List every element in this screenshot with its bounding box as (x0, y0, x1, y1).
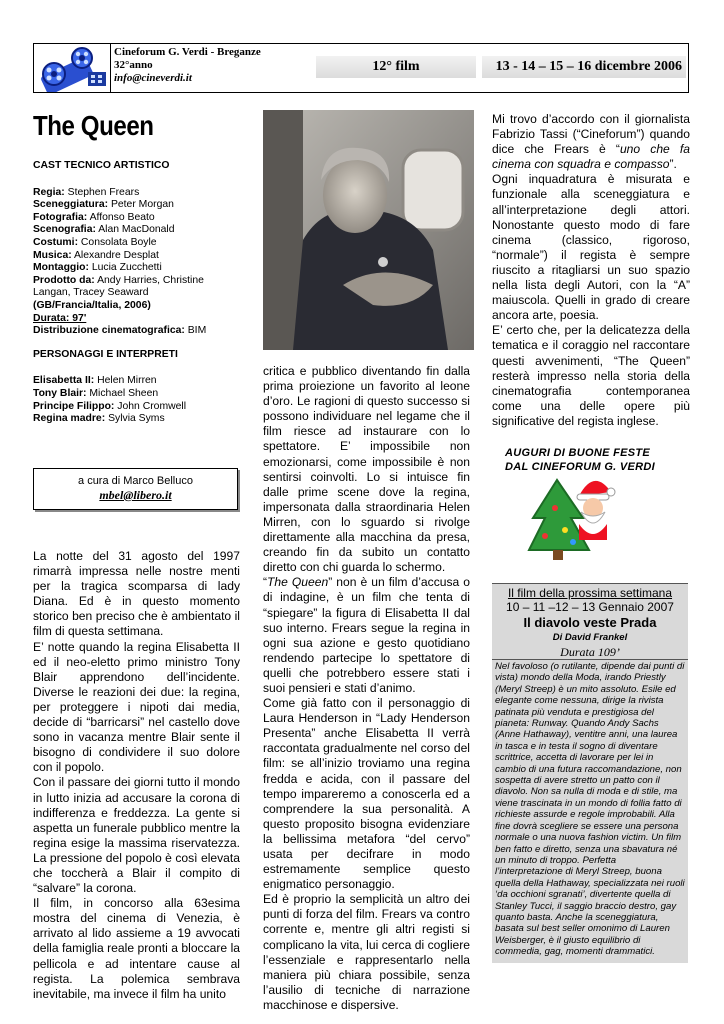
article-paragraph: Il film, in concorso alla 63esima mostra del cinema di Venezia, è arrivato al lido assieme a 19 avvocati della famiglia reale pronti a bloccare la pellicola e ad intentare cause al regista. La polemica sembrava inevitabile, ma invece il film ha unito (33, 896, 240, 1001)
article-paragraph: Con il passare dei giorni tutto il mondo in lutto inizia ad accusare la corona di indifferenza e freddezza. La gente si aspetta un funerale pubblico mentre la regina esige la massima riservatezza. La pressione del popolo è così elevata che toccherà a Blair il compito di “salvare” la corona. (33, 775, 240, 896)
article-column-3 (492, 112, 690, 429)
distribution-value: BIM (184, 325, 207, 337)
character-row: Tony Blair: Michael Sheen (33, 387, 159, 399)
cast-heading: CAST TECNICO ARTISTICO (33, 160, 170, 171)
screening-dates: 13 - 14 – 15 – 16 dicembre 2006 (482, 56, 686, 78)
character-row: Principe Filippo: John Cromwell (33, 400, 187, 412)
quote-italic: uno che fa cinema con squadra e compasso (492, 142, 690, 172)
divider (492, 583, 688, 584)
film-reel-icon (34, 44, 110, 92)
next-film-dates: 10 – 11 –12 – 13 Gennaio 2007 (506, 600, 674, 614)
article-column-2 (263, 364, 470, 1013)
org-town: - Breganze (207, 46, 261, 58)
article-paragraph: Mi trovo d’accordo con il giornalista Fabrizio Tassi (“Cineforum”) quando dice che Frears è “uno che fa cinema con squadra e compasso”. (492, 112, 690, 172)
character-row: Elisabetta II: Helen Mirren (33, 375, 157, 387)
cast-row: Prodotto da: Andy Harries, Christine Langan, Tracey Seaward (33, 274, 204, 299)
page-header (33, 43, 689, 93)
film-origin: (GB/Francia/Italia, 2006) (33, 299, 151, 311)
cineforum-logo (34, 44, 111, 92)
cast-row: Musica: Alexandre Desplat (33, 249, 159, 261)
greeting-line-2: DAL CINEFORUM G. VERDI (505, 461, 656, 473)
season-greeting (505, 446, 680, 474)
character-row: Regina madre: Sylvia Syms (33, 413, 165, 425)
next-film-heading: Il film della prossima settimana (507, 586, 673, 600)
article-paragraph: critica e pubblico diventando fin dalla prima proiezione un favorito al leone d’oro. Le ragioni di questo successo si possono individuare nel legame che il film riesce ad instaurare con lo spettatore. E’ impossibile non emozionarsi, come impossibile è non sentirsi coinvolti. Lo si intuisce fin dalle prime scene dove la regina, impersonata dalla straordinaria Helen Mirren, con lo sguardo si rivolge direttamente alla macchina da presa, creando fin da subito un contatto diretto con chi guarda lo schermo. (263, 364, 470, 575)
article-paragraph: E’ notte quando la regina Elisabetta II ed il neo-eletto primo ministro Tony Blair apprendono dell’incidente. Diverse le reazioni dei due: la regina, per proteggere i nipoti dai media, decide di “barricarsi” nel castello dove sono in vacanza mentre Blair sente il bisogno di condividere il suo dolore con il popolo. (33, 639, 240, 775)
next-film-title: Il diavolo veste Prada (523, 615, 657, 630)
film-number: 12° film (316, 56, 476, 78)
year-label: 32°anno (114, 59, 153, 71)
cast-row: Montaggio: Lucia Zucchetti (33, 262, 162, 274)
distribution-label: Distribuzione cinematografica: (33, 325, 185, 337)
cast-row: Scenografia: Alan MacDonald (33, 224, 175, 236)
cast-list (33, 187, 238, 300)
header-info (114, 46, 304, 85)
article-paragraph: E’ certo che, per la delicatezza della tematica e il coraggio nel raccontare questi avvenimenti, “The Queen” resterà impresso nella storia della cinematografia contemporanea come una delle opere più significative del regista inglese. (492, 323, 690, 428)
film-duration: Durata: 97' (33, 312, 87, 324)
article-paragraph: Ed è proprio la semplicità un altro dei punti di forza del film. Frears va contro corrente e, mentre gli altri registi si complicano la vita, lui cerca di cogliere l’essenziale e rappresentarlo nella maniera più chiara possibile, senza l’ausilio di tecniche di narrazione macchinose e dispersive. (263, 892, 470, 1012)
film-still-photo (263, 110, 474, 350)
next-film-header (492, 586, 688, 659)
page-title: The Queen (33, 110, 154, 141)
article-paragraph: La notte del 31 agosto del 1997 rimarrà impressa nelle nostre menti per la tragica scomparsa di lady Diana. Ed è in questo momento storico ben preciso che è ambientato il film di questa settimana. (33, 549, 240, 639)
characters-heading: PERSONAGGI E INTERPRETI (33, 348, 178, 360)
cast-row: Fotografia: Affonso Beato (33, 211, 155, 223)
article-column-1 (33, 549, 240, 1002)
org-name: Cineforum G. Verdi (114, 46, 208, 58)
cast-row: Sceneggiatura: Peter Morgan (33, 199, 174, 211)
cast-row: Costumi: Consolata Boyle (33, 236, 157, 248)
cast-section (33, 160, 238, 426)
greeting-line-1: AUGURI DI BUONE FESTE (505, 447, 651, 459)
curator-email[interactable]: mbel@libero.it (99, 488, 172, 502)
curator-box (33, 468, 238, 510)
next-film-duration: Durata 109’ (560, 645, 620, 659)
article-paragraph: Ogni inquadratura è misurata e funzionale alla sceneggiatura e all’interpretazione degli attori. Nonostante questo modo di fare cinema (classico, rigoroso, “normale”) il regista è sempre riuscito a ritagliarsi un suo spazio nella lista degli Autori, con la “A” maiuscola. Quelli in grado di creare ancora arte, poesia. (492, 172, 690, 323)
curator-name: a cura di Marco Belluco (78, 475, 193, 487)
header-email[interactable]: info@cineverdi.it (114, 72, 192, 84)
cast-row: Regia: Stephen Frears (33, 186, 140, 198)
article-paragraph: Come già fatto con il personaggio di Laura Henderson in “Lady Henderson Presenta” anche Elisabetta II verrà raccontata gradualmente nel corso del film: se all’inizio troviamo una regina fredda e acida, con il passare del tempo impareremo a conoscerla ed a comprendere la sua personalità. A questo proposito bisogna evidenziare la bellissima metafora “del cervo” usata per decifrare in modo estremamente semplice questo enigmatico personaggio. (263, 696, 470, 892)
divider (492, 659, 688, 660)
next-film-description: Nel favoloso (o rutilante, dipende dai punti di vista) mondo della Moda, irando Priestly (Meryl Streep) è un mito assoluto. Esile ed elegante come nessuna, dirige la rivista patinata più venduta e prestigiosa del pianeta: Runway. Quando Andy Sachs (Anne Hathaway), ventitre anni, una laurea in tasca e in testa il sogno di diventare scrittrice, accetta di lavorare per lei in cambio di una futura raccomandazione, non sospetta di avere stretto un patto con il diavolo. Non sa nulla di moda e di stile, ma viene trascinata in un mondo di follia fatto di richieste assurde e regole improbabili. Alla fine dovrà scegliere se essere una persona normale o una nuova fashion victim. Un film ben fatto e diretto, senza una sbavatura né un minuto di troppo. Perfetta l’interpretazione di Meryl Streep, buona quella della Hathaway, specializzata nei ruoli ‘da occhioni sgranati’, divertente quella di Stanley Tucci, il saggio braccio destro, gay quanto basta. Anche la sceneggiatura, basata sul best seller omonimo di Lauren Weisberger, è il giusto equilibrio di commedia, gag, momenti drammatici. (495, 661, 685, 958)
article-paragraph: “The Queen” non è un film d’accusa o di indagine, è un film che tenta di “spiegare” la figura di Elisabetta II dal suo interno. Frears segue la regina in ogni sua azione e gesto quotidiano rendendo partecipe lo spettatore di quelli che potrebbero essere stati i suoi pensieri e stati d’animo. (263, 575, 471, 695)
santa-claus-icon (571, 474, 617, 542)
film-title-italic: The Queen (267, 575, 329, 590)
next-film-director: Di David Frankel (552, 632, 628, 643)
